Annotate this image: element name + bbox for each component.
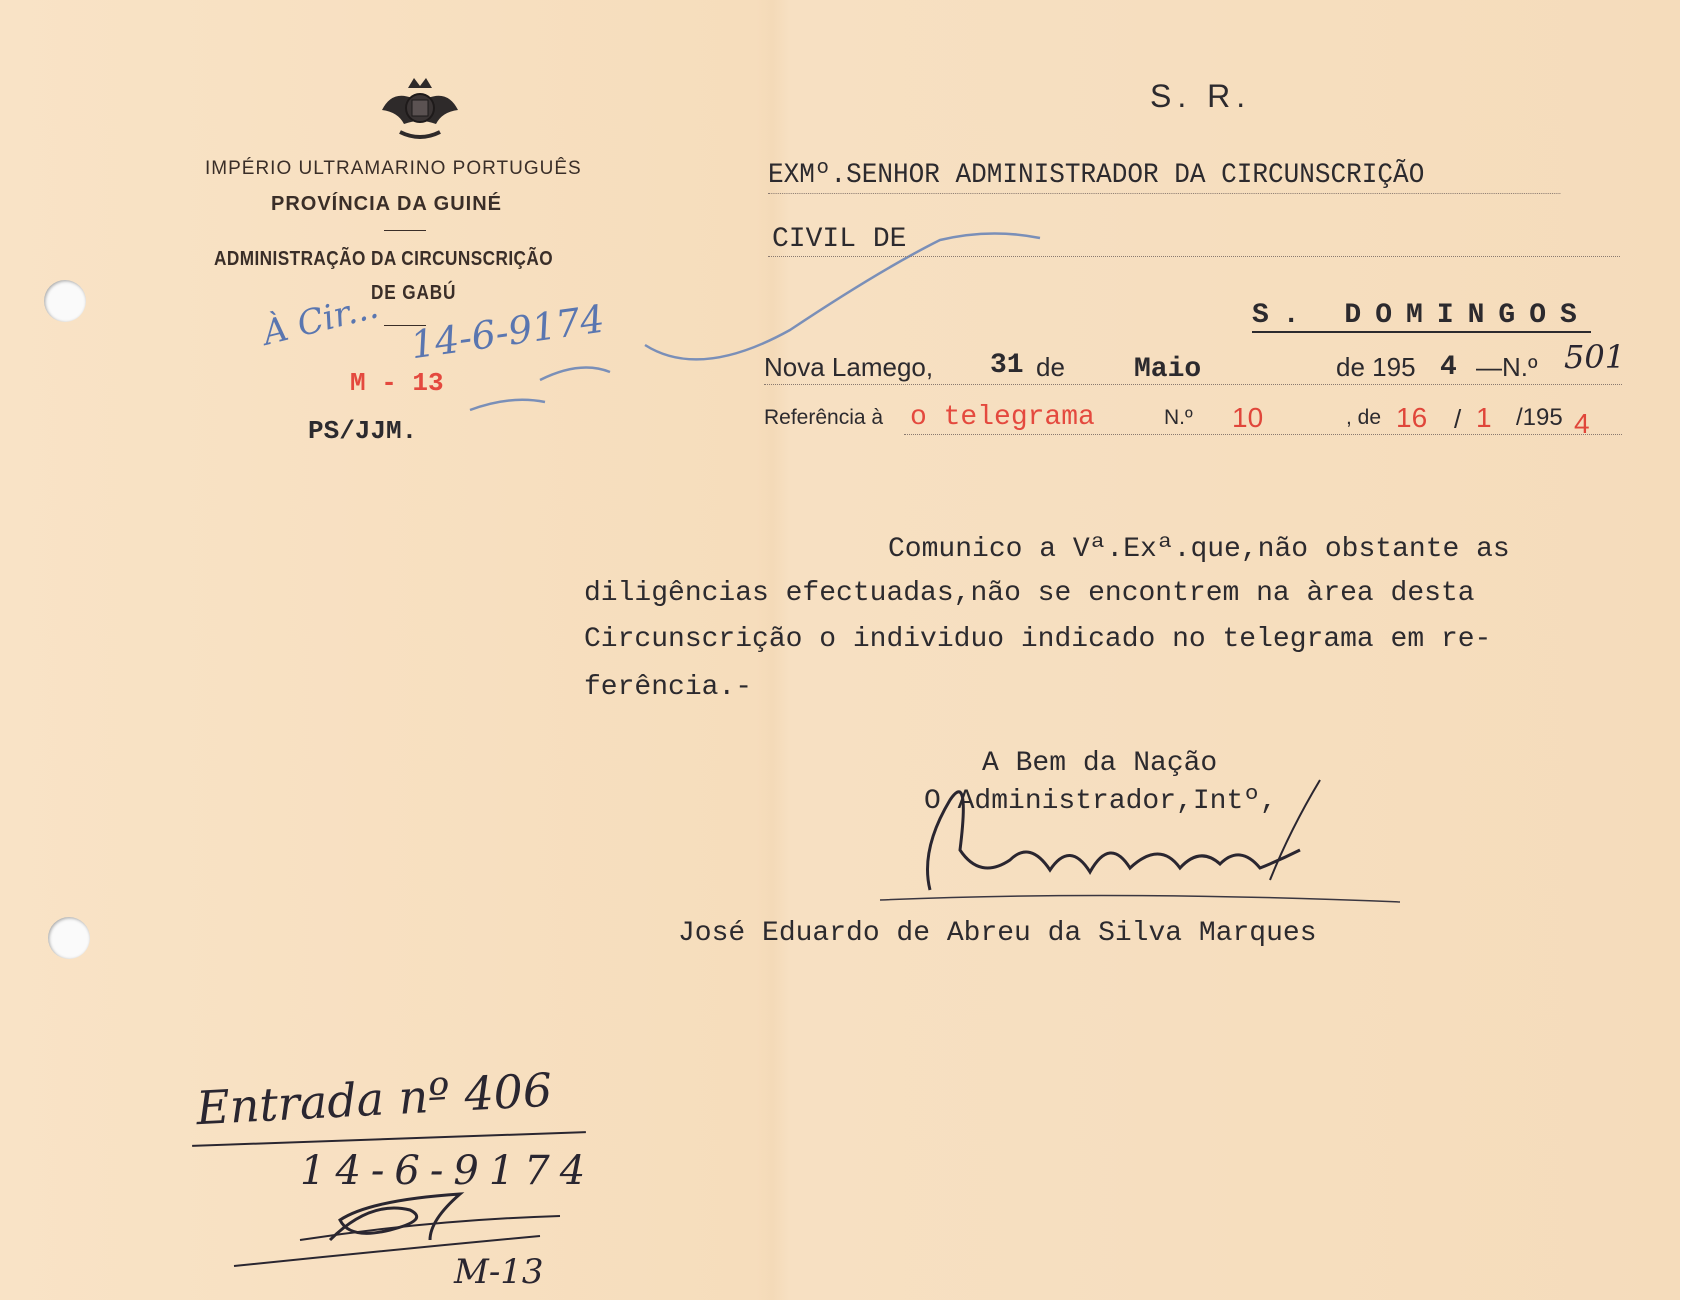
header-province: PROVÍNCIA DA GUINÉ	[271, 193, 502, 215]
date-number: 501	[1564, 338, 1626, 376]
entry-date: 14-6-9174	[300, 1148, 596, 1194]
addressee-line-2: CIVIL DE	[772, 224, 907, 255]
reference-label: Referência à	[764, 406, 884, 429]
reference-date-label: , de	[1346, 406, 1382, 429]
body-line-1: Comunico a Vª.Exª.que,não obstante as	[888, 534, 1510, 565]
reference-line	[764, 402, 1622, 439]
addressee-line-1: EXMº.SENHOR ADMINISTRADOR DA CIRCUNSCRIÇÃO	[768, 160, 1560, 194]
date-line	[764, 338, 1626, 385]
date-place: Nova Lamego,	[764, 352, 934, 382]
signatory-name: José Eduardo de Abreu da Silva Marques	[678, 918, 1317, 949]
reference-month: 1	[1476, 402, 1492, 433]
filing-code: M - 13	[350, 368, 444, 398]
reference-subject: o telegrama	[910, 402, 1095, 433]
body-line-3: Circunscrição o individuo indicado no telegrama em re-	[584, 624, 1492, 655]
closing-salutation: A Bem da Nação	[982, 748, 1218, 779]
reference-dotted-rule	[904, 434, 1622, 435]
filing-initials: PS/JJM.	[308, 416, 418, 446]
reference-number: 10	[1232, 402, 1264, 433]
blue-annotation-note: À Cir...	[258, 286, 383, 354]
header-gabu: DE GABÚ	[371, 282, 457, 304]
date-year-prefix: de 195	[1336, 352, 1416, 382]
date-number-label: —N.º	[1476, 352, 1538, 382]
reference-slash: /	[1454, 404, 1462, 434]
service-mark: S. R.	[1150, 78, 1252, 114]
date-month: Maio	[1134, 354, 1202, 385]
body-line-2: diligências efectuadas,não se encontrem na àrea desta	[584, 578, 1475, 609]
entry-note: Entrada nº 406	[194, 1062, 554, 1136]
reference-number-label: N.º	[1164, 406, 1193, 429]
header-administration: ADMINISTRAÇÃO DA CIRCUNSCRIÇÃO	[214, 248, 554, 270]
body-line-4: ferência.-	[584, 672, 753, 703]
reference-year-digit: 4	[1574, 408, 1590, 439]
date-year-digit: 4	[1440, 352, 1457, 383]
reference-year-prefix: /195	[1516, 404, 1563, 431]
date-day: 31	[990, 350, 1024, 381]
date-dotted-rule	[764, 384, 1622, 385]
addressee-location: S. DOMINGOS	[1252, 300, 1591, 331]
entry-code: M-13	[454, 1252, 544, 1292]
closing-title: O Administrador,Intº,	[924, 786, 1277, 817]
blue-annotation-date: 14-6-9174	[407, 296, 608, 368]
addressee-dotted-rule	[768, 256, 1620, 257]
date-de: de	[1036, 352, 1065, 382]
reference-day: 16	[1396, 402, 1428, 433]
handwritten-signature	[860, 740, 1400, 920]
header-empire: IMPÉRIO ULTRAMARINO PORTUGUÊS	[205, 158, 582, 179]
